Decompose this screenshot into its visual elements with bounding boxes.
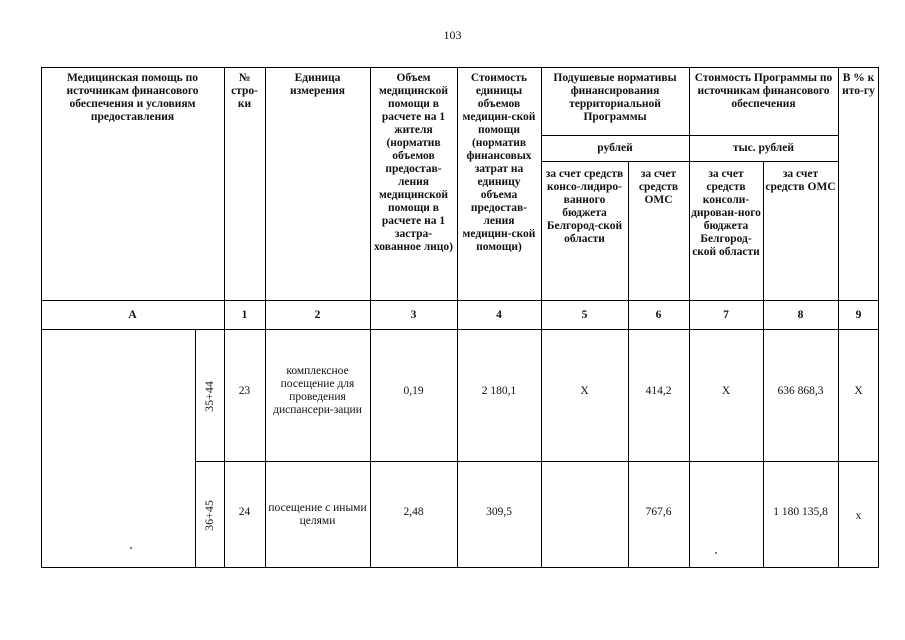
row-pc-budget (541, 499, 628, 525)
header-col-4: Стоимость единицы объемов медицин-ской помощи (норматив финансовых затрат на единицу объема предостав-ления медицин-ской помощи) (462, 72, 536, 253)
row-total-oms: 1 180 135,8 (773, 505, 828, 518)
table-border-left (41, 67, 42, 568)
rule-numbering-bottom (41, 329, 879, 330)
row-pc-oms: 414,2 (645, 384, 672, 397)
table-row-code: 35+44 (202, 380, 216, 412)
num-col-3: 3 (410, 308, 417, 321)
rule-col-8 (763, 161, 764, 568)
row-pc-oms: 767,6 (645, 505, 672, 518)
row-num: 24 (238, 505, 251, 518)
header-unit-thous: тыс. рублей (733, 141, 794, 154)
data-table (41, 67, 879, 567)
row-unit: комплексное посещение для проведения диспансери-зации (273, 365, 362, 416)
num-col-4: 4 (496, 308, 502, 321)
rule-col-2 (265, 67, 266, 568)
row-percent: х (855, 509, 862, 522)
table-border-right (878, 67, 879, 568)
header-col-8: за счет средств ОМС (765, 168, 836, 193)
num-col-8: 8 (797, 308, 804, 321)
table-border-bottom (41, 567, 879, 568)
row-num: 23 (238, 384, 251, 397)
num-col-9: 9 (855, 308, 862, 321)
num-col-a: А (128, 308, 137, 321)
row-cost: 2 180,1 (481, 384, 517, 397)
rule-col-1 (224, 67, 225, 568)
header-col-5: за счет средств консо-лидиро-ванного бюджета Белгород-ской области (545, 168, 624, 245)
table-row-code: 36+45 (202, 499, 216, 531)
header-col-1: № стро-ки (231, 72, 258, 110)
row-unit: посещение с иными целями (268, 502, 367, 527)
row-total-budget: Х (721, 384, 731, 397)
rule-col-6 (628, 161, 629, 568)
header-unit-rub: рублей (597, 141, 633, 154)
rule-header-bottom (41, 300, 879, 301)
num-col-2: 2 (314, 308, 321, 321)
rule-col-4 (457, 67, 458, 568)
num-col-6: 6 (655, 308, 662, 321)
num-col-7: 7 (723, 308, 729, 321)
header-col-3: Объем медицинской помощи в расчете на 1 жителя (норматив объемов предостав-ления медицинской помощи в расчете на 1 застра-хованное лицо) (373, 72, 453, 253)
header-col-a: Медицинская помощь по источникам финансового обеспечения и условиям предоставления (66, 72, 199, 123)
rule-row-divider (195, 461, 879, 462)
rule-col-5 (541, 67, 542, 568)
row-pc-budget: Х (580, 384, 589, 397)
row-volume: 0,19 (403, 384, 424, 397)
rule-col-3 (370, 67, 371, 568)
rule-col-9 (838, 67, 839, 568)
page-number: 103 (443, 28, 462, 42)
header-group-per-capita: Подушевые нормативы финансирования территориальной Программы (553, 72, 677, 123)
row-volume: 2,48 (403, 505, 424, 518)
scan-speck (715, 552, 717, 554)
row-cost: 309,5 (486, 505, 512, 518)
rule-col-7 (689, 67, 690, 568)
scan-speck (130, 547, 132, 549)
header-col-9: В % к ито-гу (842, 72, 875, 97)
rule-col-code-left (195, 329, 196, 567)
row-total-oms: 636 868,3 (777, 384, 824, 397)
header-group-cost: Стоимость Программы по источникам финансового обеспечения (694, 72, 833, 110)
header-col-7: за счет средств консоли-дирован-ного бюджета Белгород-ской области (691, 168, 761, 258)
table-border-top (41, 67, 879, 68)
row-total-budget (689, 499, 763, 525)
row-percent: Х (854, 384, 863, 397)
num-col-1: 1 (241, 308, 248, 321)
header-col-6: за счет средств ОМС (638, 168, 679, 206)
header-col-2: Единица измерения (290, 72, 345, 97)
num-col-5: 5 (581, 308, 588, 321)
